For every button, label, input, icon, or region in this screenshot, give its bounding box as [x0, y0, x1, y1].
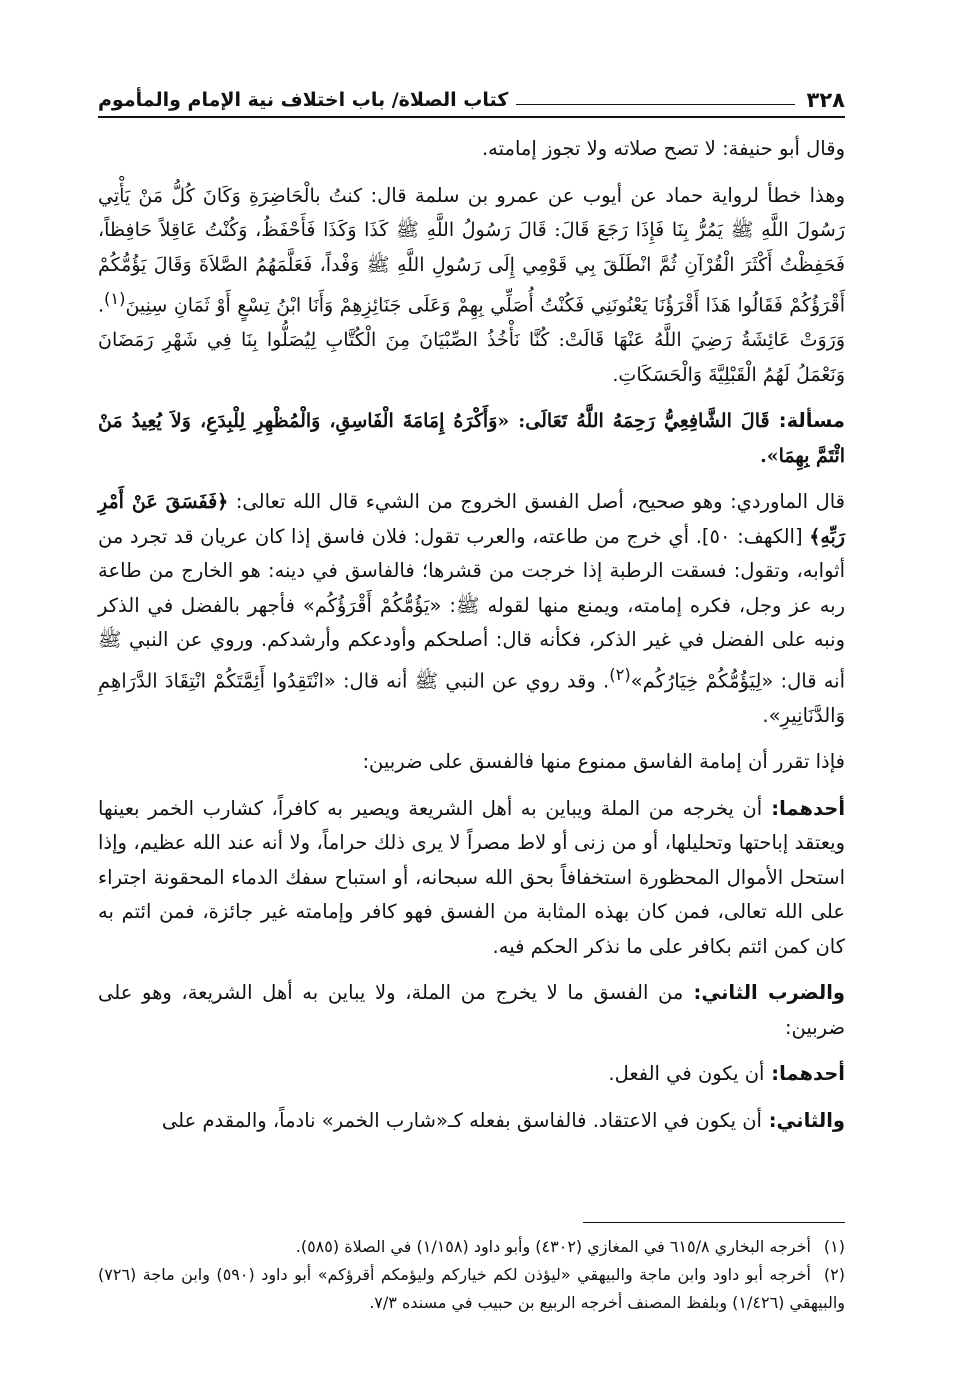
hadith-text: كنتُ بالْحَاضِرَةِ وَكَانَ كُلُّ مَنْ يَأْتِي رَسُولَ اللَّهِ ﷺ يَمُرُّ بِنَا فَإِذَا رَجَعَ قَالَ: قَالَ رَسُولُ اللَّهِ ﷺ كَذَا وَكَذَا فَأَحْفَظُ، وَكُنْتُ عَاقِلاً حَافِظاً، فَحَفِظْتُ أَكْثَرَ الْقُرْآنِ ثُمَّ انْطَلَقَ بِي قَوْمِي إِلَى رَسُولِ اللَّهِ ﷺ وَفْداً، فَعَلَّمَهُمُ الصَّلاَةَ وَقَالَ يَؤُمُّكُمْ أَقْرَؤُكُمْ فَقَالُوا هَذَا أَقْرَؤُنَا يَعْنُونَنِي فَكُنْتُ أُصَلِّي بِهِمْ وَعَلَى جَنَائِزِهِمْ وَأَنَا ابْنُ تِسْعٍ أَوْ ثَمَانِ سِنِينَ — [98, 184, 845, 317]
masala-author: قَالَ الشَّافِعِيُّ — [663, 410, 770, 432]
paragraph-first-type — [98, 792, 845, 965]
paragraph-body: أن يكون في الاعتقاد. فالفاسق بفعله كـ«شارب الخمر» نادماً، والمقدم على — [161, 1108, 762, 1132]
paragraph-end: . وقد روي عن النبي ﷺ أنه قال: «انْتَقِدُوا أَئِمَّتَكُمْ انْتِقَادَ الدَّرَاهِمِ وَالدَّنَانِيرِ». — [98, 669, 845, 727]
header-divider — [98, 116, 845, 118]
paragraph-mawardi — [98, 485, 845, 733]
footnote-reference[interactable]: (١) — [104, 289, 126, 308]
paragraph-intro: وهذا خطأ لرواية حماد عن أيوب عن عمرو بن سلمة قال: — [362, 183, 845, 207]
paragraph-body: أن يخرجه من الملة ويباين به أهل الشريعة ويصير به كافراً، كشارب الخمر بعينها ويعتقد إباحتها وتحليلها، أو من زنى أو لاط مصراً لا يرى ذلك حراماً، ولا أنه عند الله عظيم، وإذا استحل الأموال المحظورة استخفافاً بحق الله سبحانه، أو استباح سفك الدماء المحقونة اجتراء على الله تعالى، فمن كان بهذه المثابة من الفسق فهو كافر وإمامته غير جائزة، فمن ائتم به كان كمن ائتم بكافر على ما نذكر الحكم فيه. — [98, 796, 845, 958]
footnote-text: أخرجه البخاري ٦١٥/٨ في المغازي (٤٣٠٢) وأبو داود (١/١٥٨) في الصلاة (٥٨٥). — [295, 1237, 811, 1256]
term-label: والثاني: — [761, 1108, 845, 1132]
footnote-text: أخرجه أبو داود وابن ماجة والبيهقي «ليؤذن لكم خياركم وليؤمكم أقرؤكم» أبو داود (٥٩٠) وابن ماجة (٧٢٦) والبيهقي (١/٤٢٦) وبلفظ المصنف أخرجه الربيع بن حبيب في مسنده ٧/٣. — [98, 1265, 845, 1312]
quran-verse: ﴿فَفَسَقَ عَنْ أَمْرِ رَبِّهِ﴾ — [98, 491, 845, 548]
main-text — [98, 132, 845, 1138]
masala-text: رَحِمَهُ اللَّهُ تَعَالَى: «وَأَكْرَهُ إِمَامَةَ الْفَاسِقِ، وَالْمُظْهِرِ لِلْبِدَعِ، وَلاَ يُعِيدُ مَنْ ائْتَمَّ بِهِمَا». — [98, 410, 845, 467]
footnote-item — [98, 1233, 845, 1261]
paragraph-intro: قال الماوردي: وهو صحيح، أصل الفسق الخروج من الشيء قال الله تعالى: — [228, 490, 845, 513]
term-label: أحدهما: — [764, 1062, 845, 1085]
running-title: كتاب الصلاة/ باب اختلاف نية الإمام والمأموم — [98, 89, 509, 111]
paragraph-second-subtype — [98, 1104, 845, 1139]
header-dash-rule — [516, 104, 794, 105]
footnote-number: (٢) — [823, 1265, 846, 1284]
page-number: ٣٢٨ — [806, 88, 845, 112]
footnote-item — [98, 1261, 845, 1317]
footnote-reference[interactable]: (٢) — [609, 664, 631, 684]
term-label: والضرب الثاني: — [683, 981, 846, 1004]
paragraph-abu-hanifa: وقال أبو حنيفة: لا تصح صلاته ولا تجوز إمامته. — [481, 137, 845, 160]
masala-heading — [98, 404, 845, 473]
paragraph-body: [الكهف: ٥٠]. أي خرج من طاعته، والعرب تقول: فلان فاسق إذا كان عريان قد تجرد من أثوابه، وتقول: فسقت الرطبة إذا خرجت من قشرها؛ فالفاسق في دينه: هو الخارج من طاعة ربه عز وجل، فكره إمامته، ويمنع منها لقوله ﷺ: «يَؤُمُّكُمْ أَقْرَؤُكُم» فأجهر بالفضل في الذكر ونبه على الفضل في غير الذكر، فكأنه قال: أصلحكم وأودعكم وأرشدكم. وروي عن النبي ﷺ أنه قال: «لِيَؤُمُّكُمْ خِيَارُكُم» — [98, 524, 846, 692]
paragraph-amr-bin-salama — [98, 179, 845, 393]
footnote-number: (١) — [823, 1237, 845, 1256]
masala-label: مسألة: — [769, 409, 845, 432]
hadith-text-aisha: . وَرَوَتْ عَائِشَةُ رَضِيَ اللَّهُ عَنْهَا قَالَتْ: كُنَّا نَأْخُذُ الصِّبْيَانَ مِنَ الْكُتَّابِ لِيُصَلُّوا بِنَا فِي شَهْرِ رَمَضَانَ وَنَعْمَلُ لَهُمُ الْقَبْلِيَّةَ وَالْحَسَكَاتِ. — [98, 294, 845, 386]
page-header — [98, 88, 845, 112]
paragraph-body: من الفسق ما لا يخرج من الملة، ولا يباين به أهل الشريعة، وهو على ضربين: — [98, 981, 845, 1039]
term-label: أحدهما: — [762, 796, 845, 820]
paragraph-body: أن يكون في الفعل. — [608, 1062, 765, 1085]
footnotes — [98, 1233, 845, 1317]
paragraph-two-types: فإذا تقرر أن إمامة الفاسق ممنوع منها فالفسق على ضربين: — [362, 750, 845, 773]
paragraph-second-type — [98, 976, 845, 1045]
footnote-divider — [583, 1222, 845, 1223]
paragraph-first-subtype — [98, 1057, 845, 1092]
